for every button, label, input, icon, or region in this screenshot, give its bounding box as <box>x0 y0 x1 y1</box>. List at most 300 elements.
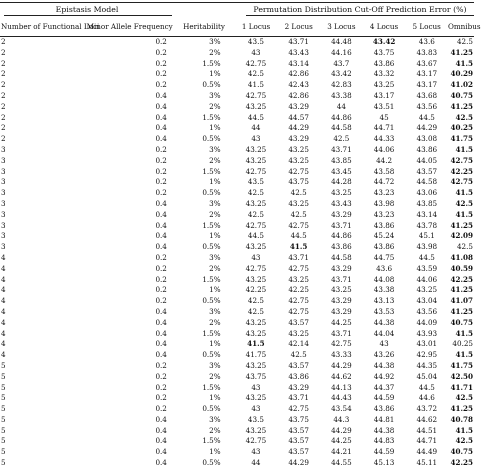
cell-heritability: 1.5% <box>202 328 221 338</box>
cell-1-locus: 43 <box>251 404 261 414</box>
cell-2-locus: 43.57 <box>288 447 309 457</box>
cell-functional-loci: 5 <box>1 425 6 435</box>
cell-functional-loci: 5 <box>1 447 6 457</box>
cell-minor-allele-frequency: 0.2 <box>155 252 167 262</box>
cell-3-locus: 43.45 <box>331 166 352 176</box>
cell-3-locus: 43.71 <box>331 328 352 338</box>
cell-2-locus: 42.75 <box>288 263 309 273</box>
col-header-3-locus: 3 Locus <box>327 21 356 31</box>
cell-1-locus: 43.25 <box>245 317 267 327</box>
cell-functional-loci: 3 <box>1 198 6 208</box>
cell-5-locus: 43.57 <box>416 166 438 176</box>
cell-5-locus: 44.5 <box>418 112 435 122</box>
cell-2-locus: 42.5 <box>290 209 307 219</box>
cell-1-locus: 43.25 <box>245 155 267 165</box>
table-row <box>0 231 474 242</box>
cell-heritability: 1.5% <box>202 274 221 284</box>
cell-heritability: 2% <box>209 371 221 381</box>
cell-3-locus: 43.29 <box>331 209 352 219</box>
cell-5-locus: 44.06 <box>416 274 438 284</box>
cell-3-locus: 43.25 <box>331 285 352 295</box>
results-table <box>0 2 481 468</box>
cell-functional-loci: 4 <box>1 263 6 273</box>
cell-3-locus: 43.33 <box>331 350 352 360</box>
table-row <box>0 264 474 275</box>
cell-4-locus: 43.17 <box>373 90 395 100</box>
table-row <box>0 436 474 447</box>
cell-minor-allele-frequency: 0.4 <box>155 134 167 144</box>
cell-2-locus: 42.14 <box>288 339 309 349</box>
cell-minor-allele-frequency: 0.2 <box>155 80 167 90</box>
cell-1-locus: 43 <box>251 447 261 457</box>
cell-minor-allele-frequency: 0.2 <box>155 274 167 284</box>
cell-functional-loci: 5 <box>1 414 6 424</box>
cell-2-locus: 43.29 <box>288 101 309 111</box>
cell-minor-allele-frequency: 0.4 <box>155 220 167 230</box>
cell-1-locus: 43.25 <box>245 274 267 284</box>
cell-4-locus: 43.86 <box>373 220 395 230</box>
cell-2-locus: 41.5 <box>289 242 308 252</box>
table-row <box>0 285 474 296</box>
cell-4-locus: 43.86 <box>373 58 395 68</box>
cell-3-locus: 44.28 <box>331 177 352 187</box>
col-header-2-locus: 2 Locus <box>284 21 313 31</box>
cell-3-locus: 44.29 <box>331 425 352 435</box>
cell-2-locus: 42.43 <box>288 80 309 90</box>
cell-minor-allele-frequency: 0.4 <box>155 306 167 316</box>
cell-minor-allele-frequency: 0.2 <box>155 47 167 57</box>
cell-5-locus: 44.35 <box>416 360 438 370</box>
cell-5-locus: 44.05 <box>416 155 438 165</box>
cell-5-locus: 43.59 <box>416 263 438 273</box>
cell-omnibus: 41.07 <box>450 296 473 306</box>
cell-omnibus: 41.5 <box>455 328 473 338</box>
col-header-4-locus: 4 Locus <box>369 21 399 31</box>
cell-5-locus: 43.01 <box>416 339 438 349</box>
cell-2-locus: 43.71 <box>288 393 309 403</box>
group-header-row <box>0 3 474 16</box>
cell-functional-loci: 3 <box>1 144 6 154</box>
cell-1-locus: 42.75 <box>245 166 267 176</box>
cell-heritability: 0.5% <box>202 80 221 90</box>
table-row <box>0 156 474 167</box>
table-row <box>0 37 474 48</box>
cell-1-locus: 41.5 <box>247 339 265 349</box>
cell-4-locus: 43.75 <box>373 47 395 57</box>
cell-functional-loci: 3 <box>1 231 6 241</box>
cell-omnibus: 42.5 <box>455 436 473 446</box>
cell-minor-allele-frequency: 0.2 <box>155 166 167 176</box>
table-row <box>0 415 474 426</box>
cell-3-locus: 42.83 <box>331 80 352 90</box>
cell-omnibus: 42.5 <box>455 393 473 403</box>
cell-2-locus: 42.75 <box>288 166 309 176</box>
cell-functional-loci: 2 <box>1 112 6 122</box>
cell-minor-allele-frequency: 0.2 <box>155 177 167 187</box>
cell-4-locus: 44.38 <box>373 425 395 435</box>
cell-minor-allele-frequency: 0.2 <box>155 155 167 165</box>
table-row <box>0 339 474 350</box>
cell-functional-loci: 2 <box>1 134 6 144</box>
cell-omnibus: 42.5 <box>456 37 473 46</box>
cell-3-locus: 43.42 <box>331 69 352 79</box>
table-row <box>0 123 474 134</box>
cell-heritability: 2% <box>209 425 221 435</box>
cell-heritability: 1.5% <box>202 166 221 176</box>
cell-heritability: 2% <box>209 101 221 111</box>
cell-5-locus: 43.98 <box>416 242 438 252</box>
cell-1-locus: 43.25 <box>245 144 267 154</box>
cell-5-locus: 44.71 <box>416 436 438 446</box>
cell-heritability: 2% <box>209 47 221 57</box>
cell-omnibus: 41.08 <box>450 252 473 262</box>
col-header-1-locus: 1 Locus <box>241 21 271 31</box>
cell-functional-loci: 2 <box>1 80 6 90</box>
cell-5-locus: 45.04 <box>416 371 438 381</box>
cell-heritability: 3% <box>209 90 221 100</box>
cell-3-locus: 43.71 <box>331 144 352 154</box>
cell-heritability: 2% <box>209 263 221 273</box>
cell-3-locus: 43.71 <box>331 220 352 230</box>
table-row <box>0 426 474 437</box>
cell-2-locus: 43.75 <box>288 177 309 187</box>
cell-heritability: 0.5% <box>202 458 221 468</box>
cell-minor-allele-frequency: 0.4 <box>155 90 167 100</box>
cell-heritability: 1% <box>209 177 221 187</box>
cell-functional-loci: 2 <box>1 123 6 133</box>
table-row <box>0 361 474 372</box>
table-row <box>0 307 474 318</box>
cell-functional-loci: 3 <box>1 242 6 252</box>
cell-functional-loci: 4 <box>1 296 6 306</box>
cell-2-locus: 43.57 <box>288 425 309 435</box>
cell-5-locus: 43.56 <box>416 306 438 316</box>
table-row <box>0 102 474 113</box>
table-row <box>0 145 474 156</box>
cell-4-locus: 44.37 <box>373 382 395 392</box>
table-row <box>0 188 474 199</box>
cell-3-locus: 43.54 <box>331 404 352 414</box>
cell-3-locus: 44.58 <box>331 252 352 262</box>
cell-functional-loci: 3 <box>1 188 6 198</box>
cell-minor-allele-frequency: 0.4 <box>155 414 167 424</box>
cell-omnibus: 41.25 <box>450 47 473 57</box>
cell-3-locus: 44.16 <box>331 47 352 57</box>
cell-2-locus: 43.25 <box>288 144 309 154</box>
cell-4-locus: 43.23 <box>373 188 395 198</box>
cell-2-locus: 43.71 <box>288 252 309 262</box>
cell-5-locus: 44.51 <box>416 425 438 435</box>
cell-2-locus: 43.57 <box>288 317 309 327</box>
group-rule-right <box>246 15 474 16</box>
cell-minor-allele-frequency: 0.2 <box>155 382 167 392</box>
cell-1-locus: 42.75 <box>245 263 267 273</box>
cell-4-locus: 44.08 <box>373 274 395 284</box>
table-row <box>0 177 474 188</box>
cell-4-locus: 43.58 <box>373 166 395 176</box>
cell-functional-loci: 3 <box>1 166 6 176</box>
cell-omnibus: 41.5 <box>455 209 473 219</box>
cell-4-locus: 44.83 <box>373 436 395 446</box>
cell-omnibus: 42.75 <box>450 177 473 187</box>
cell-1-locus: 43 <box>251 252 261 262</box>
cell-1-locus: 41.75 <box>245 350 267 360</box>
cell-2-locus: 43.57 <box>288 436 309 446</box>
cell-omnibus: 40.78 <box>450 414 473 424</box>
cell-functional-loci: 4 <box>1 274 6 284</box>
cell-3-locus: 44.58 <box>331 123 352 133</box>
cell-minor-allele-frequency: 0.2 <box>155 360 167 370</box>
cell-functional-loci: 5 <box>1 371 6 381</box>
cell-1-locus: 42.5 <box>247 209 264 219</box>
cell-minor-allele-frequency: 0.2 <box>155 69 167 79</box>
cell-minor-allele-frequency: 0.2 <box>155 285 167 295</box>
cell-5-locus: 44.5 <box>418 252 435 262</box>
cell-2-locus: 44.57 <box>288 112 309 122</box>
cell-2-locus: 42.75 <box>288 296 309 306</box>
cell-omnibus: 40.75 <box>450 317 473 327</box>
cell-minor-allele-frequency: 0.4 <box>155 436 167 446</box>
table-row <box>0 80 474 91</box>
cell-functional-loci: 5 <box>1 436 6 446</box>
cell-3-locus: 43.85 <box>331 155 352 165</box>
cell-5-locus: 43.85 <box>416 198 438 208</box>
cell-4-locus: 44.72 <box>373 177 395 187</box>
cell-3-locus: 43.29 <box>331 306 352 316</box>
table-row <box>0 210 474 221</box>
cell-functional-loci: 4 <box>1 350 6 360</box>
cell-heritability: 0.5% <box>202 188 221 198</box>
cell-5-locus: 43.83 <box>416 47 438 57</box>
cell-1-locus: 43.25 <box>245 198 267 208</box>
cell-4-locus: 44.04 <box>373 328 395 338</box>
cell-4-locus: 43.38 <box>373 285 395 295</box>
table-row <box>0 383 474 394</box>
cell-2-locus: 42.86 <box>288 69 309 79</box>
cell-heritability: 1% <box>209 447 221 457</box>
cell-5-locus: 44.6 <box>418 393 435 403</box>
cell-4-locus: 44.59 <box>373 447 395 457</box>
table-row <box>0 221 474 232</box>
cell-3-locus: 43.43 <box>331 198 352 208</box>
cell-3-locus: 44.55 <box>331 458 352 468</box>
cell-heritability: 3% <box>209 252 221 262</box>
cell-1-locus: 42.5 <box>247 296 264 306</box>
cell-4-locus: 44.06 <box>373 144 395 154</box>
cell-4-locus: 43.6 <box>376 263 393 273</box>
cell-2-locus: 43.57 <box>288 360 309 370</box>
cell-omnibus: 41.5 <box>455 58 473 68</box>
cell-5-locus: 45.11 <box>416 458 438 468</box>
cell-1-locus: 43.25 <box>245 425 267 435</box>
cell-5-locus: 43.93 <box>416 328 438 338</box>
cell-1-locus: 43.75 <box>245 371 267 381</box>
table-row <box>0 404 474 415</box>
table-row <box>0 69 474 80</box>
cell-4-locus: 43 <box>379 339 389 349</box>
cell-omnibus: 41.75 <box>450 360 473 370</box>
cell-4-locus: 43.42 <box>372 37 396 46</box>
cell-functional-loci: 5 <box>1 458 6 468</box>
cell-1-locus: 42.5 <box>247 188 264 198</box>
cell-4-locus: 45 <box>379 112 389 122</box>
table-row <box>0 134 474 145</box>
cell-omnibus: 42.25 <box>450 458 473 468</box>
cell-functional-loci: 3 <box>1 220 6 230</box>
cell-functional-loci: 2 <box>1 58 6 68</box>
cell-5-locus: 43.86 <box>416 144 438 154</box>
cell-heritability: 1.5% <box>202 382 221 392</box>
cell-4-locus: 43.23 <box>373 209 395 219</box>
cell-5-locus: 43.68 <box>416 90 438 100</box>
cell-1-locus: 43.25 <box>245 328 267 338</box>
cell-1-locus: 43 <box>251 382 261 392</box>
cell-minor-allele-frequency: 0.4 <box>155 112 167 122</box>
cell-5-locus: 43.17 <box>416 80 438 90</box>
cell-5-locus: 44.5 <box>418 382 435 392</box>
cell-heritability: 0.5% <box>202 404 221 414</box>
cell-2-locus: 44.29 <box>288 123 309 133</box>
cell-1-locus: 43 <box>251 47 261 57</box>
table-row <box>0 350 474 361</box>
cell-functional-loci: 2 <box>1 90 6 100</box>
cell-minor-allele-frequency: 0.4 <box>155 425 167 435</box>
cell-2-locus: 44.29 <box>288 458 309 468</box>
table-row <box>0 242 474 253</box>
cell-3-locus: 43.25 <box>331 188 352 198</box>
cell-1-locus: 43.5 <box>247 177 264 187</box>
cell-5-locus: 42.95 <box>416 350 438 360</box>
cell-omnibus: 40.75 <box>450 90 473 100</box>
cell-heritability: 1% <box>209 339 221 349</box>
cell-5-locus: 44.58 <box>416 177 438 187</box>
cell-4-locus: 44.81 <box>373 414 395 424</box>
cell-4-locus: 43.51 <box>373 101 395 111</box>
cell-functional-loci: 5 <box>1 404 6 414</box>
table-row <box>0 447 474 458</box>
cell-functional-loci: 3 <box>1 177 6 187</box>
cell-omnibus: 41.25 <box>450 404 473 414</box>
group-rule-left <box>4 15 172 16</box>
table-row <box>0 296 474 307</box>
cell-heritability: 2% <box>209 209 221 219</box>
table-body <box>0 37 474 468</box>
cell-functional-loci: 3 <box>1 209 6 219</box>
cell-minor-allele-frequency: 0.2 <box>155 58 167 68</box>
cell-heritability: 1% <box>209 231 221 241</box>
cell-4-locus: 43.86 <box>373 404 395 414</box>
table-row <box>0 318 474 329</box>
cell-heritability: 2% <box>209 155 221 165</box>
cell-omnibus: 40.29 <box>450 69 473 79</box>
cell-functional-loci: 4 <box>1 328 6 338</box>
cell-1-locus: 43.25 <box>245 101 267 111</box>
cell-functional-loci: 4 <box>1 339 6 349</box>
cell-3-locus: 43.71 <box>331 274 352 284</box>
cell-minor-allele-frequency: 0.4 <box>155 447 167 457</box>
cell-3-locus: 42.5 <box>333 134 350 144</box>
cell-5-locus: 43.08 <box>416 134 438 144</box>
cell-4-locus: 43.86 <box>373 242 395 252</box>
table-row <box>0 48 474 59</box>
cell-1-locus: 41.5 <box>247 80 264 90</box>
cell-3-locus: 44.21 <box>331 447 352 457</box>
cell-omnibus: 41.25 <box>450 285 473 295</box>
cell-3-locus: 44.86 <box>331 231 352 241</box>
cell-1-locus: 44.5 <box>247 112 264 122</box>
cell-3-locus: 44.43 <box>331 393 352 403</box>
cell-1-locus: 42.75 <box>245 436 267 446</box>
cell-minor-allele-frequency: 0.4 <box>155 458 167 468</box>
cell-2-locus: 43.43 <box>288 47 309 57</box>
cell-4-locus: 44.75 <box>373 252 395 262</box>
cell-1-locus: 43 <box>251 134 261 144</box>
cell-2-locus: 43.14 <box>288 58 309 68</box>
cell-5-locus: 44.49 <box>416 447 438 457</box>
cell-3-locus: 44.13 <box>331 382 352 392</box>
cell-heritability: 1.5% <box>202 112 221 122</box>
cell-omnibus: 41.5 <box>455 188 473 198</box>
table-row <box>0 199 474 210</box>
cell-functional-loci: 4 <box>1 285 6 295</box>
table-row <box>0 458 474 469</box>
column-header-row <box>0 16 481 37</box>
cell-2-locus: 43.25 <box>288 274 309 284</box>
cell-heritability: 0.5% <box>202 134 221 144</box>
cell-4-locus: 44.71 <box>373 123 395 133</box>
cell-3-locus: 43.38 <box>331 90 352 100</box>
cell-omnibus: 40.25 <box>450 123 473 133</box>
cell-heritability: 3% <box>209 414 221 424</box>
cell-2-locus: 42.75 <box>288 306 309 316</box>
cell-1-locus: 43.25 <box>245 360 267 370</box>
cell-omnibus: 42.09 <box>450 231 473 241</box>
cell-2-locus: 42.75 <box>288 220 309 230</box>
cell-functional-loci: 5 <box>1 360 6 370</box>
cell-heritability: 0.5% <box>202 296 221 306</box>
cell-3-locus: 43.7 <box>333 58 350 68</box>
col-header-heritability: Heritability <box>183 21 225 31</box>
cell-2-locus: 43.25 <box>288 198 309 208</box>
cell-4-locus: 45.24 <box>373 231 395 241</box>
cell-heritability: 0.5% <box>202 350 221 360</box>
cell-2-locus: 43.25 <box>288 328 309 338</box>
cell-functional-loci: 2 <box>1 101 6 111</box>
table-row <box>0 275 474 286</box>
cell-omnibus: 41.71 <box>450 382 473 392</box>
cell-heritability: 2% <box>209 317 221 327</box>
cell-3-locus: 43.29 <box>331 296 352 306</box>
col-header-5-locus: 5 Locus <box>412 21 441 31</box>
col-header-omnibus: Omnibus <box>447 21 481 31</box>
cell-heritability: 1% <box>209 285 221 295</box>
cell-1-locus: 42.25 <box>245 285 267 295</box>
cell-heritability: 1.5% <box>202 220 221 230</box>
cell-4-locus: 43.26 <box>373 350 395 360</box>
cell-1-locus: 43.25 <box>245 242 267 252</box>
cell-heritability: 3% <box>209 306 221 316</box>
cell-2-locus: 43.29 <box>288 134 309 144</box>
cell-2-locus: 42.25 <box>288 285 309 295</box>
cell-omnibus: 42.25 <box>450 166 473 176</box>
cell-heritability: 1.5% <box>202 436 221 446</box>
cell-minor-allele-frequency: 0.4 <box>155 242 167 252</box>
table-row <box>0 372 474 383</box>
cell-3-locus: 44.3 <box>333 414 350 424</box>
cell-omnibus: 42.50 <box>450 371 473 381</box>
cell-4-locus: 43.53 <box>373 306 395 316</box>
cell-2-locus: 43.86 <box>288 371 309 381</box>
